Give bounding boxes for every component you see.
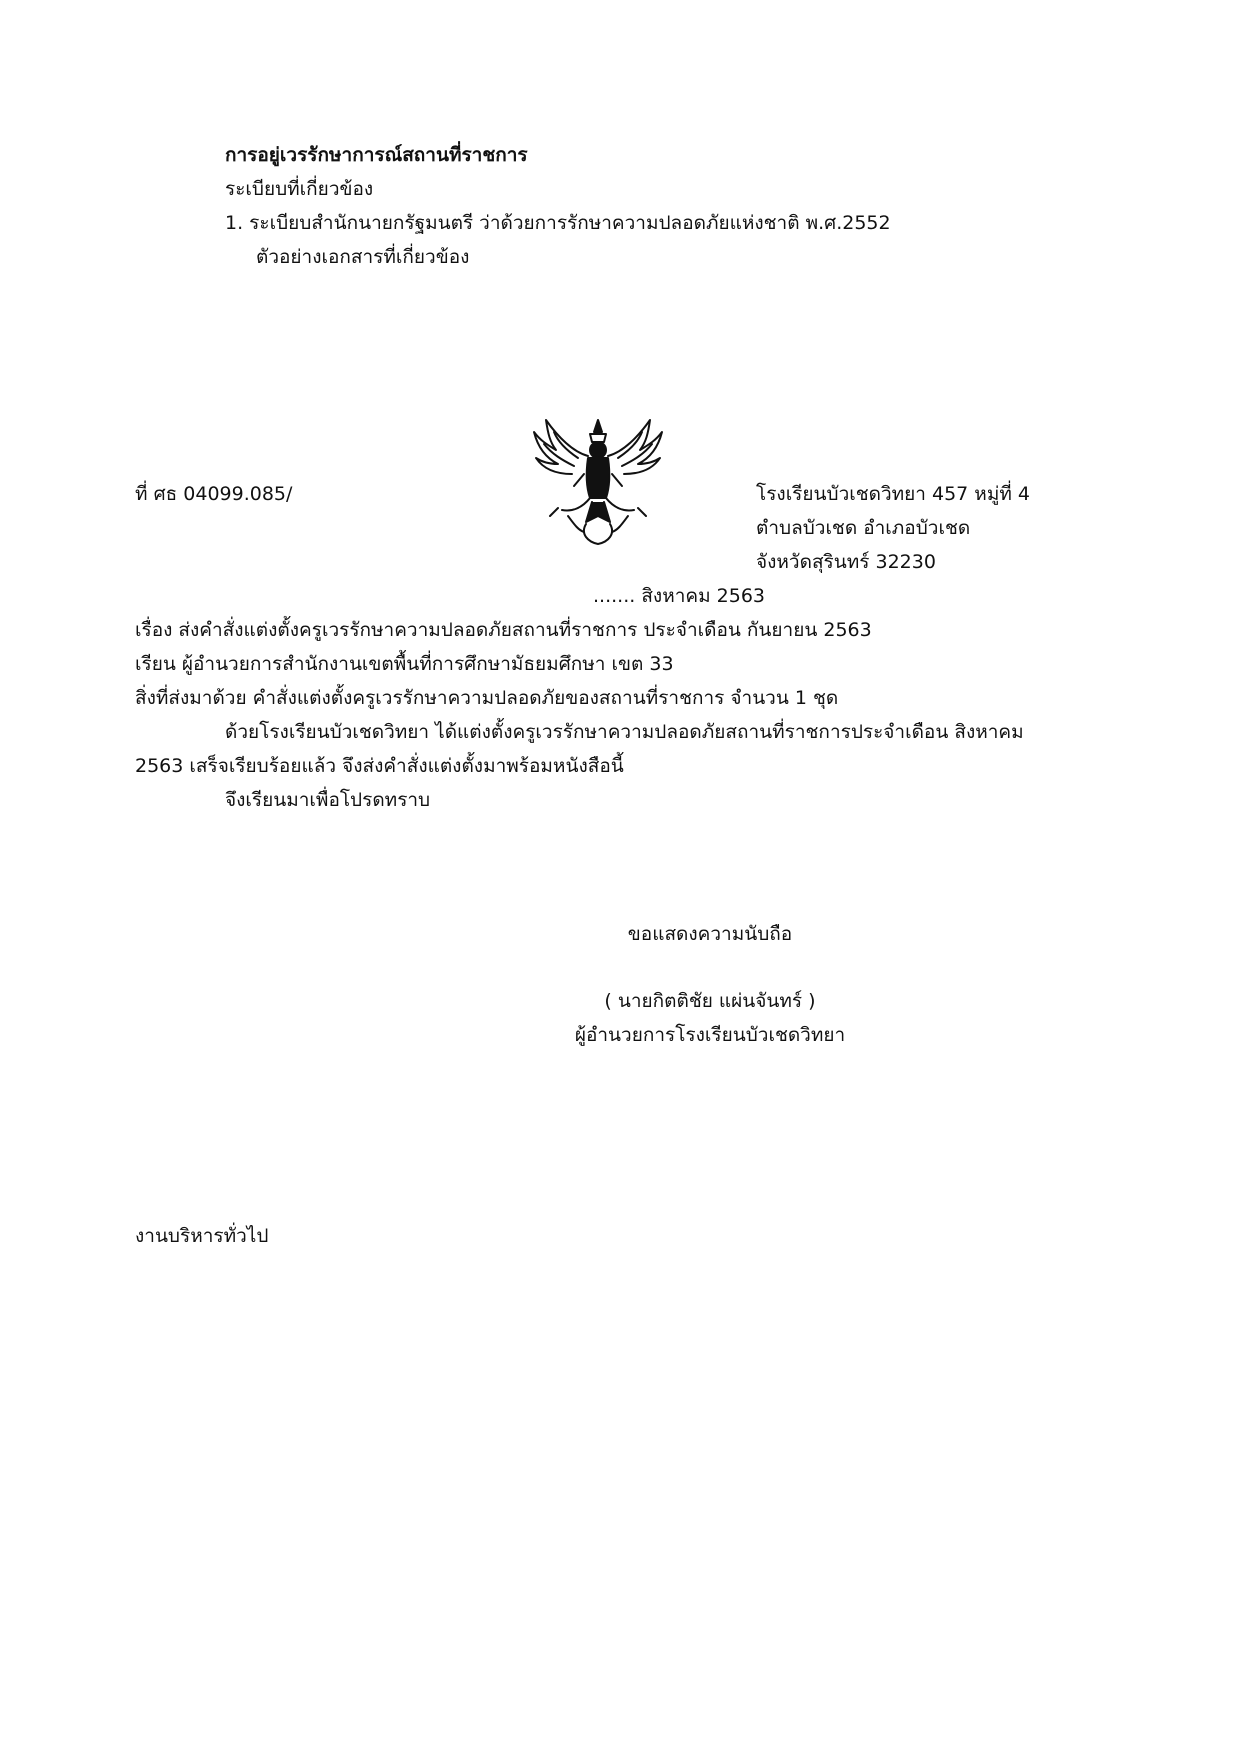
signer-title: ผู้อำนวยการโรงเรียนบัวเชดวิทยา — [574, 1024, 846, 1046]
closing-request: จึงเรียนมาเพื่อโปรดทราบ — [225, 789, 431, 811]
letter-recipient: เรียน ผู้อำนวยการสำนักงานเขตพื้นที่การศึกษามัธยมศึกษา เขต 33 — [135, 653, 674, 675]
signer-name: ( นายกิตติชัย แผ่นจันทร์ ) — [604, 990, 816, 1012]
regulation-item: 1. ระเบียบสำนักนายกรัฐมนตรี ว่าด้วยการรักษาความปลอดภัยแห่งชาติ พ.ศ.2552 — [225, 212, 891, 234]
garuda-emblem-icon — [528, 412, 668, 552]
regulations-title: ระเบียบที่เกี่ยวข้อง — [225, 178, 374, 200]
letter-enclosure: สิ่งที่ส่งมาด้วย คำสั่งแต่งตั้งครูเวรรักษาความปลอดภัยของสถานที่ราชการ จำนวน 1 ชุด — [135, 687, 839, 709]
regards: ขอแสดงความนับถือ — [627, 923, 793, 945]
sample-documents-title: ตัวอย่างเอกสารที่เกี่ยวข้อง — [256, 246, 470, 268]
sender-address-line-2: ตำบลบัวเชด อำเภอบัวเชด — [756, 517, 971, 539]
sender-address-line-1: โรงเรียนบัวเชดวิทยา 457 หมู่ที่ 4 — [756, 483, 1031, 505]
letter-body-line-2: 2563 เสร็จเรียบร้อยแล้ว จึงส่งคำสั่งแต่งตั้งมาพร้อมหนังสือนี้ — [135, 755, 624, 777]
letter-body-line-1: ด้วยโรงเรียนบัวเชดวิทยา ได้แต่งตั้งครูเวรรักษาความปลอดภัยสถานที่ราชการประจำเดือน สิงหาคม — [225, 721, 1024, 743]
reference-number: ที่ ศธ 04099.085/ — [135, 483, 293, 505]
department: งานบริหารทั่วไป — [135, 1225, 269, 1247]
preface-heading: การอยู่เวรรักษาการณ์สถานที่ราชการ — [225, 144, 528, 166]
sender-address-line-3: จังหวัดสุรินทร์ 32230 — [756, 551, 936, 573]
letter-date: ....... สิงหาคม 2563 — [593, 585, 766, 607]
letter-subject: เรื่อง ส่งคำสั่งแต่งตั้งครูเวรรักษาความปลอดภัยสถานที่ราชการ ประจำเดือน กันยายน 2563 — [135, 619, 872, 641]
